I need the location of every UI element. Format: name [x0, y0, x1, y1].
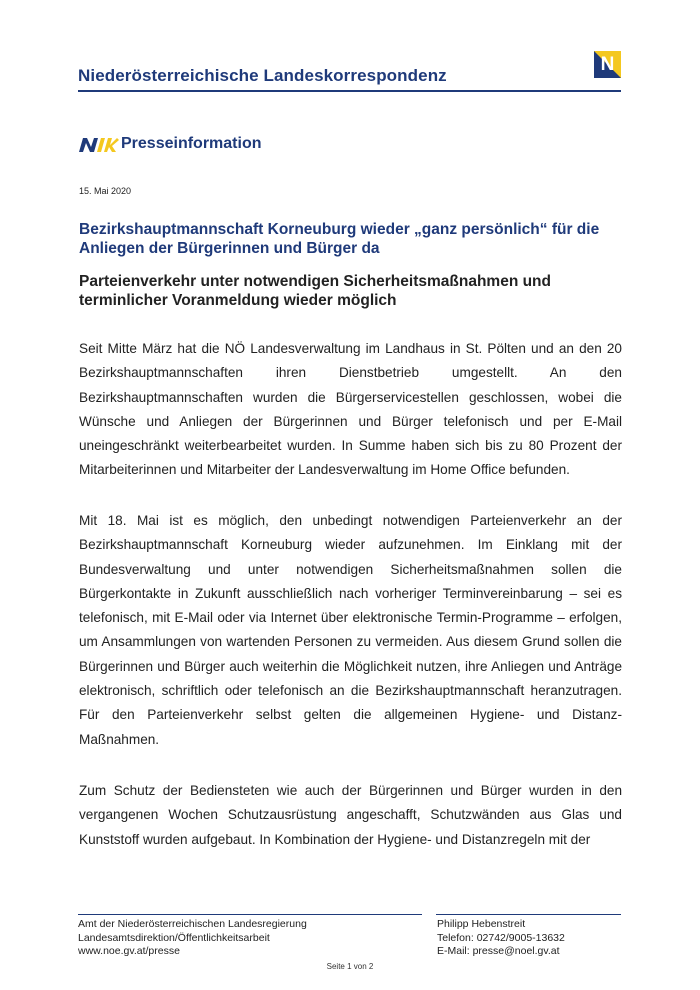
body-paragraph: Seit Mitte März hat die NÖ Landesverwaltung im Landhaus in St. Pölten und an den 20 Bezirkshauptmannschaften ihren Dienstbetrieb umgestellt. An den Bezirkshauptmannschaften wurden die Bürgerservicestellen geschlossen, wobei die Wünsche und Anliegen der Bürgerinnen und Bürger telefonisch und per E-Mail uneingeschränkt weiterbearbeitet wurden. In Summe haben sich bis zu 80 Prozent der Mitarbeiterinnen und Mitarbeiter der Landesverwaltung im Home Office befunden.: [79, 341, 622, 478]
article-subheadline: Parteienverkehr unter notwendigen Sicherheitsmaßnahmen und terminlicher Voranmeldung wieder möglich: [79, 273, 551, 309]
footer-divider-left: [78, 914, 422, 915]
header-title: Niederösterreichische Landeskorrespondenz: [78, 66, 447, 85]
page-number: Seite 1 von 2: [326, 962, 374, 971]
article-headline: Bezirkshauptmannschaft Korneuburg wieder „ganz persönlich“ für die Anliegen der Bürgerinnen und Bürger da: [79, 221, 600, 257]
body-paragraph: Mit 18. Mai ist es möglich, den unbedingt notwendigen Parteienverkehr an der Bezirkshauptmannschaft Korneuburg wieder aufzunehmen. Im Einklang mit der Bundesverwaltung und unter notwendigen Sicherheitsmaßnahmen sollen die Bürgerkontakte in Zukunft ausschließlich nach vorheriger Terminvereinbarung – sei es telefonisch, mit E-Mail oder via Internet über elektronische Termin-Programme – erfolgen, um Ansammlungen von wartenden Personen zu vermeiden. Aus diesem Grund sollen die Bürgerinnen und Bürger auch weiterhin die Möglichkeit nutzen, ihre Anliegen und Anträge elektronisch, schriftlich oder telefonisch an die Bezirkshauptmannschaft heranzutragen. Für den Parteienverkehr selbst gelten die allgemeinen Hygiene- und Distanz-Maßnahmen.: [79, 513, 622, 747]
footer-contact-name: Philipp Hebenstreit: [437, 918, 526, 930]
footer-contact-phone: Telefon: 02742/9005-13632: [437, 931, 565, 944]
noe-logo-icon: [594, 51, 621, 78]
noe-logo-letter: N: [600, 54, 615, 75]
press-info-label: Presseinformation: [121, 135, 262, 152]
footer-contact-block: [437, 918, 565, 959]
footer-website-link[interactable]: www.noe.gv.at/presse: [78, 945, 180, 957]
header-divider: [78, 90, 621, 92]
footer-sender-office: Amt der Niederösterreichischen Landesregierung: [78, 918, 307, 930]
footer-divider-right: [436, 914, 621, 915]
footer-contact-email[interactable]: E-Mail: presse@noel.gv.at: [437, 945, 560, 957]
body-paragraph: Zum Schutz der Bediensteten wie auch der Bürgerinnen und Bürger wurden in den vergangenen Wochen Schutzausrüstung angeschafft, Schutzwänden aus Glas und Kunststoff wurden aufgebaut. In Kombination der Hygiene- und Distanzregeln mit der: [79, 783, 622, 847]
release-date: 15. Mai 2020: [79, 186, 132, 196]
footer-sender-block: [78, 918, 307, 959]
footer-sender-department: Landesamtsdirektion/Öffentlichkeitsarbeit: [78, 931, 270, 944]
nlk-logo-icon: [79, 134, 119, 154]
